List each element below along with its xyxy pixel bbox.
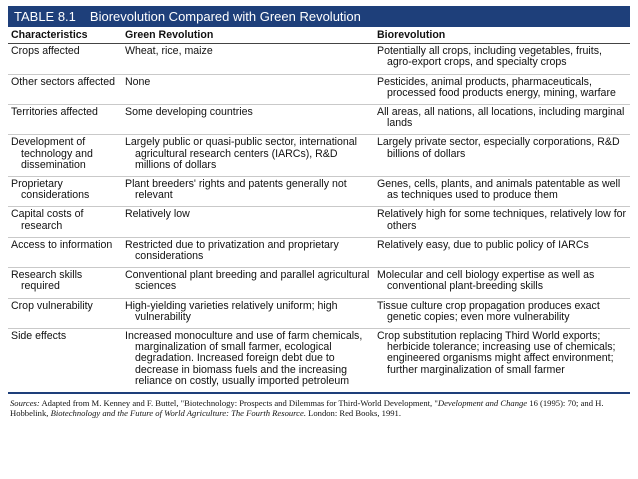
cell-green-revolution: Increased monoculture and use of farm chemicals, marginalization of small farmer, ecological degradation. Increased foreign debt due to decrease in biomass fuels and the increasing reliance on costly, usually imported petroleum	[125, 330, 363, 387]
table-cell	[8, 237, 122, 267]
table-cell	[8, 105, 122, 135]
cell-green-revolution: Some developing countries	[125, 106, 253, 119]
cell-green-revolution: Relatively low	[125, 208, 190, 221]
cell-green-revolution: Largely public or quasi-public sector, international agricultural research centers (IARCs), R&D millions of dollars	[125, 136, 358, 171]
cell-biorevolution: Crop substitution replacing Third World exports; herbicide tolerance; increasing use of chemicals; engineered organisms might affect environment; further marginalization of small farmer	[377, 330, 616, 376]
source-journal: Development and Change	[437, 398, 528, 409]
table-number: TABLE 8.1	[14, 9, 76, 24]
cell-biorevolution: Potentially all crops, including vegetables, fruits, agro-export crops, and specialty crops	[377, 45, 602, 69]
source-note	[8, 398, 630, 418]
table-cell	[122, 74, 374, 104]
table-row	[8, 298, 630, 328]
cell-green-revolution: Wheat, rice, maize	[125, 45, 213, 58]
cell-biorevolution: Relatively high for some techniques, relatively low for others	[377, 208, 627, 232]
table-body	[8, 44, 630, 393]
cell-characteristic: Territories affected	[11, 106, 98, 119]
cell-green-revolution: Restricted due to privatization and proprietary considerations	[125, 238, 339, 263]
table-row	[8, 268, 630, 298]
source-text-3: London: Red Books, 1991.	[305, 408, 401, 419]
cell-characteristic: Side effects	[11, 330, 67, 343]
cell-biorevolution: Genes, cells, plants, and animals patentable as well as techniques used to produce them	[377, 178, 621, 202]
cell-characteristic: Crops affected	[11, 45, 80, 58]
table-cell	[122, 177, 374, 207]
column-header-biorevolution: Biorevolution	[374, 27, 630, 44]
table-cell	[122, 207, 374, 237]
cell-green-revolution: Plant breeders' rights and patents generally not relevant	[125, 178, 347, 202]
cell-green-revolution: High-yielding varieties relatively uniform; high vulnerability	[125, 299, 338, 323]
table-cell	[8, 74, 122, 104]
cell-green-revolution: Conventional plant breeding and parallel agricultural sciences	[125, 269, 370, 293]
cell-biorevolution: Largely private sector, especially corporations, R&D billions of dollars	[377, 136, 620, 160]
cell-biorevolution: Relatively easy, due to public policy of IARCs	[377, 238, 589, 251]
table-title-bar	[8, 6, 630, 27]
cell-characteristic: Development of technology and dissemination	[11, 136, 93, 171]
table-row	[8, 207, 630, 237]
table-cell	[8, 298, 122, 328]
cell-characteristic: Crop vulnerability	[11, 299, 93, 312]
table-cell	[122, 237, 374, 267]
table-cell	[374, 177, 630, 207]
source-text-2: 16 (1995): 70; and H. Hobbelink,	[10, 398, 604, 419]
cell-characteristic: Other sectors affected	[11, 75, 116, 88]
table-cell	[8, 177, 122, 207]
cell-characteristic: Research skills required	[11, 269, 83, 293]
table-cell	[374, 268, 630, 298]
table-cell	[8, 44, 122, 74]
source-text-1: Adapted from M. Kenney and F. Buttel, "Biotechnology: Prospects and Dilemmas for Third-World Development, "	[39, 398, 438, 409]
table-cell	[8, 268, 122, 298]
table-row	[8, 329, 630, 394]
table-row	[8, 135, 630, 177]
table-cell	[8, 207, 122, 237]
table-cell	[8, 329, 122, 394]
source-book: Biotechnology and the Future of World Agriculture: The Fourth Resource.	[50, 408, 306, 419]
table-cell	[122, 329, 374, 394]
cell-characteristic: Proprietary considerations	[11, 178, 90, 202]
table-cell	[374, 237, 630, 267]
cell-biorevolution: Pesticides, animal products, pharmaceuticals, processed food products energy, mining, warfare	[377, 75, 616, 99]
table-row	[8, 237, 630, 267]
column-header-green-revolution: Green Revolution	[122, 27, 374, 44]
table-cell	[122, 105, 374, 135]
table-cell	[374, 329, 630, 394]
table-cell	[374, 298, 630, 328]
table-cell	[8, 135, 122, 177]
column-header-characteristics: Characteristics	[8, 27, 122, 44]
table-row	[8, 177, 630, 207]
cell-biorevolution: Molecular and cell biology expertise as well as conventional plant-breeding skills	[377, 269, 595, 293]
table-title: Biorevolution Compared with Green Revolution	[89, 9, 361, 24]
table-cell	[122, 135, 374, 177]
table-cell	[374, 44, 630, 74]
table-cell	[122, 298, 374, 328]
cell-biorevolution: All areas, all nations, all locations, including marginal lands	[377, 106, 625, 130]
table-cell	[122, 268, 374, 298]
cell-characteristic: Capital costs of research	[11, 208, 84, 232]
table-row	[8, 44, 630, 74]
table-row	[8, 105, 630, 135]
table-row	[8, 74, 630, 104]
cell-characteristic: Access to information	[11, 238, 113, 251]
source-lead: Sources:	[10, 398, 40, 409]
table-cell	[374, 105, 630, 135]
cell-biorevolution: Tissue culture crop propagation produces exact genetic copies; even more vulnerability	[377, 299, 600, 323]
table-cell	[374, 74, 630, 104]
header-row	[8, 27, 630, 44]
table-cell	[122, 44, 374, 74]
cell-green-revolution: None	[125, 75, 151, 88]
table-cell	[374, 135, 630, 177]
comparison-table	[8, 27, 630, 394]
table-cell	[374, 207, 630, 237]
